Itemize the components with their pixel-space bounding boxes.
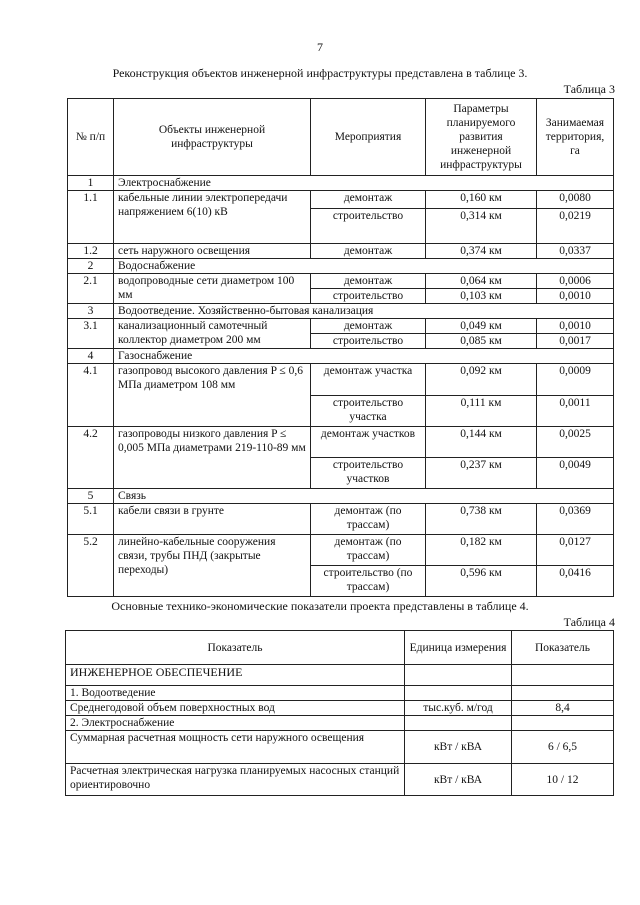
table-row xyxy=(68,319,614,334)
object-name: канализационный самотечный коллектор диаметром 200 мм xyxy=(114,319,311,349)
value: 8,4 xyxy=(512,701,614,716)
area: 0,0011 xyxy=(537,396,614,427)
section-row xyxy=(68,259,614,274)
area: 0,0006 xyxy=(537,274,614,289)
value: 10 / 12 xyxy=(512,764,614,796)
measure: демонтаж (по трассам) xyxy=(311,535,426,566)
section-number: 3 xyxy=(68,304,114,319)
object-name: газопровод высокого давления P ≤ 0,6 МПа диаметром 108 мм xyxy=(114,364,311,427)
empty-cell xyxy=(512,665,614,686)
section-number: 2 xyxy=(68,259,114,274)
empty-cell xyxy=(405,665,512,686)
measure: строительство xyxy=(311,334,426,349)
object-name: газопроводы низкого давления P ≤ 0,005 МПа диаметрами 219-110-89 мм xyxy=(114,427,311,489)
parameter: 0,160 км xyxy=(426,191,537,209)
parameter: 0,596 км xyxy=(426,566,537,597)
row-number: 1.2 xyxy=(68,244,114,259)
col-header-number: № п/п xyxy=(68,99,114,176)
section-title: Водоснабжение xyxy=(114,259,614,274)
object-name: кабельные линии электропередачи напряжением 6(10) кВ xyxy=(114,191,311,244)
table-row xyxy=(68,244,614,259)
table-row xyxy=(68,535,614,566)
area: 0,0337 xyxy=(537,244,614,259)
section-title: Газоснабжение xyxy=(114,349,614,364)
table3 xyxy=(67,98,614,597)
section-title: Электроснабжение xyxy=(114,176,614,191)
table-row xyxy=(68,191,614,209)
area: 0,0416 xyxy=(537,566,614,597)
col-header-unit: Единица измерения xyxy=(405,631,512,665)
indicator-name: Суммарная расчетная мощность сети наружного освещения xyxy=(66,731,405,764)
table-row xyxy=(66,731,614,764)
table-row xyxy=(68,504,614,535)
section-row xyxy=(68,349,614,364)
parameter: 0,049 км xyxy=(426,319,537,334)
col-header-indicator: Показатель xyxy=(66,631,405,665)
parameter: 0,237 км xyxy=(426,458,537,489)
row-number: 5.1 xyxy=(68,504,114,535)
measure: демонтаж xyxy=(311,191,426,209)
row-number: 4.1 xyxy=(68,364,114,427)
row-number: 4.2 xyxy=(68,427,114,489)
table4-intro: Основные технико-экономические показатели проекта представлены в таблице 4. xyxy=(111,599,529,613)
parameter: 0,738 км xyxy=(426,504,537,535)
section-row xyxy=(68,304,614,319)
area: 0,0009 xyxy=(537,364,614,396)
empty-cell xyxy=(512,716,614,731)
table-row xyxy=(66,764,614,796)
subsection-title: 2. Электроснабжение xyxy=(66,716,405,731)
subsection-row xyxy=(66,686,614,701)
col-header-value: Показатель xyxy=(512,631,614,665)
row-number: 5.2 xyxy=(68,535,114,597)
table4 xyxy=(65,630,614,796)
section-number: 1 xyxy=(68,176,114,191)
parameter: 0,144 км xyxy=(426,427,537,458)
area: 0,0025 xyxy=(537,427,614,458)
row-number: 2.1 xyxy=(68,274,114,304)
table3-intro: Реконструкция объектов инженерной инфраструктуры представлена в таблице 3. xyxy=(112,66,528,80)
object-name: линейно-кабельные сооружения связи, трубы ПНД (закрытые переходы) xyxy=(114,535,311,597)
subsection-title: 1. Водоотведение xyxy=(66,686,405,701)
section-number: 5 xyxy=(68,489,114,504)
value: 6 / 6,5 xyxy=(512,731,614,764)
parameter: 0,182 км xyxy=(426,535,537,566)
parameter: 0,314 км xyxy=(426,209,537,244)
measure: демонтаж (по трассам) xyxy=(311,504,426,535)
measure: демонтаж участков xyxy=(311,427,426,458)
col-header-object: Объекты инженерной инфраструктуры xyxy=(114,99,311,176)
indicator-name: Среднегодовой объем поверхностных вод xyxy=(66,701,405,716)
measure: строительство участка xyxy=(311,396,426,427)
indicator-name: Расчетная электрическая нагрузка планируемых насосных станций ориентировочно xyxy=(66,764,405,796)
section-title: ИНЖЕНЕРНОЕ ОБЕСПЕЧЕНИЕ xyxy=(66,665,405,686)
table-row xyxy=(66,701,614,716)
parameter: 0,103 км xyxy=(426,289,537,304)
col-header-measures: Мероприятия xyxy=(311,99,426,176)
table-row xyxy=(68,274,614,289)
section-row xyxy=(66,665,614,686)
table3-caption: Таблица 3 xyxy=(563,82,615,96)
area: 0,0010 xyxy=(537,319,614,334)
parameter: 0,111 км xyxy=(426,396,537,427)
section-number: 4 xyxy=(68,349,114,364)
unit: кВт / кВА xyxy=(405,731,512,764)
table3-header-row xyxy=(68,99,614,176)
col-header-parameters: Параметры планируемого развития инженерной инфраструктуры xyxy=(426,99,537,176)
measure: демонтаж xyxy=(311,274,426,289)
row-number: 3.1 xyxy=(68,319,114,349)
table4-header-row xyxy=(66,631,614,665)
section-title: Водоотведение. Хозяйственно-бытовая канализация xyxy=(114,304,614,319)
empty-cell xyxy=(405,686,512,701)
measure: демонтаж xyxy=(311,319,426,334)
section-row xyxy=(68,489,614,504)
object-name: водопроводные сети диаметром 100 мм xyxy=(114,274,311,304)
empty-cell xyxy=(512,686,614,701)
measure: демонтаж участка xyxy=(311,364,426,396)
empty-cell xyxy=(405,716,512,731)
parameter: 0,374 км xyxy=(426,244,537,259)
measure: строительство участков xyxy=(311,458,426,489)
parameter: 0,064 км xyxy=(426,274,537,289)
unit: кВт / кВА xyxy=(405,764,512,796)
table-row xyxy=(68,364,614,396)
area: 0,0219 xyxy=(537,209,614,244)
measure: строительство xyxy=(311,289,426,304)
parameter: 0,092 км xyxy=(426,364,537,396)
subsection-row xyxy=(66,716,614,731)
table4-caption: Таблица 4 xyxy=(563,615,615,629)
section-row xyxy=(68,176,614,191)
area: 0,0127 xyxy=(537,535,614,566)
object-name: кабели связи в грунте xyxy=(114,504,311,535)
object-name: сеть наружного освещения xyxy=(114,244,311,259)
area: 0,0010 xyxy=(537,289,614,304)
measure: демонтаж xyxy=(311,244,426,259)
parameter: 0,085 км xyxy=(426,334,537,349)
section-title: Связь xyxy=(114,489,614,504)
measure: строительство xyxy=(311,209,426,244)
row-number: 1.1 xyxy=(68,191,114,244)
area: 0,0369 xyxy=(537,504,614,535)
area: 0,0049 xyxy=(537,458,614,489)
measure: строительство (по трассам) xyxy=(311,566,426,597)
page-number: 7 xyxy=(317,40,323,54)
unit: тыс.куб. м/год xyxy=(405,701,512,716)
table-row xyxy=(68,427,614,458)
area: 0,0080 xyxy=(537,191,614,209)
area: 0,0017 xyxy=(537,334,614,349)
col-header-area: Занимаемая территория, га xyxy=(537,99,614,176)
